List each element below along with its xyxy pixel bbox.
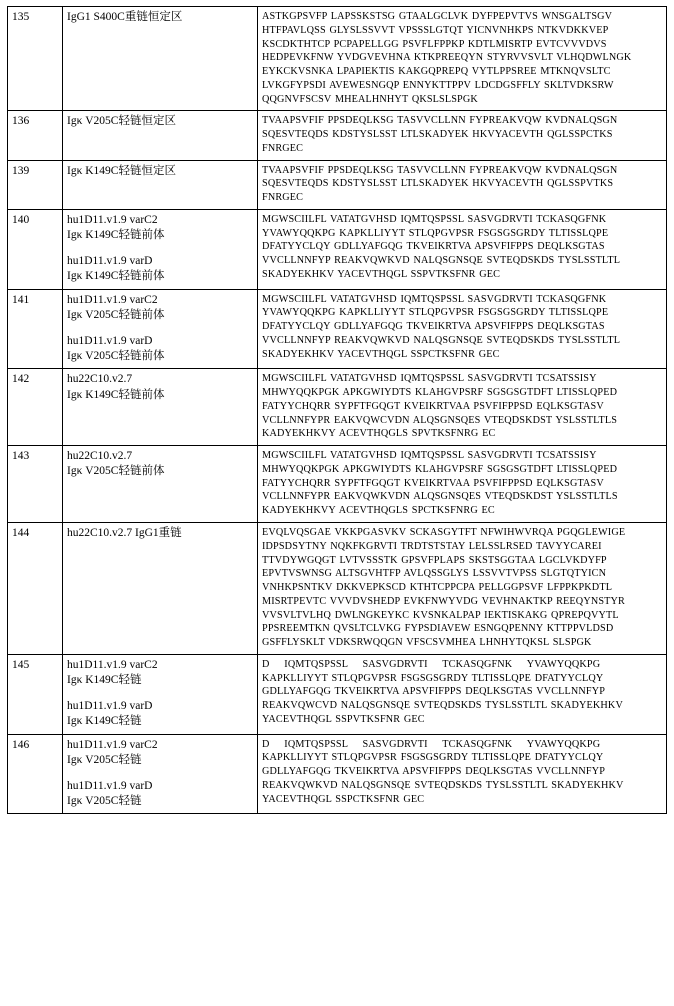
name-line: hu1D11.v1.9 varD bbox=[67, 700, 153, 713]
name-line: hu22C10.v2.7 bbox=[67, 373, 133, 386]
row-number-cell bbox=[8, 446, 63, 523]
sequence-line: KSCDKTHTCP PCPAPELLGG PSVFLFPPKP KDTLMISRTP EVTCVVVDVS bbox=[262, 38, 607, 50]
name-line: hu1D11.v1.9 varC2 bbox=[67, 658, 158, 671]
name-line: Igκ K149C轻链 bbox=[67, 674, 142, 687]
sequence-line: YACEVTHQGL SSPVTKSFNR GEC bbox=[262, 713, 425, 725]
name-block bbox=[67, 449, 253, 479]
sequence-line: VVCLLNNFYP REAKVQWKVD NALQSGNSQE SVTEQDSKDS TYSLSSTLTL bbox=[262, 334, 621, 346]
row-number-cell bbox=[8, 160, 63, 209]
sequence-line: MGWSCIILFL VATATGVHSD IQMTQSPSSL SASVGDRVTI TCSATSSISY bbox=[262, 450, 597, 462]
table-row bbox=[8, 289, 667, 369]
row-number-cell bbox=[8, 369, 63, 446]
row-name-cell bbox=[63, 7, 258, 111]
row-number-cell bbox=[8, 522, 63, 654]
row-name-cell bbox=[63, 446, 258, 523]
name-block bbox=[67, 658, 253, 688]
row-name-cell bbox=[63, 160, 258, 209]
sequence-line: FNRGEC bbox=[262, 142, 304, 154]
name-line: Igκ V205C轻链前体 bbox=[67, 465, 165, 478]
sequence-line: MHWYQQKPGK APKGWIYDTS KLAHGVPSRF SGSGSGTDFT LTISSLQPED bbox=[262, 387, 618, 399]
row-number-cell bbox=[8, 654, 63, 734]
row-number-cell bbox=[8, 111, 63, 160]
sequence-line: MGWSCIILFL VATATGVHSD IQMTQSPSSL SASVGDRVTI TCSATSSISY bbox=[262, 373, 597, 385]
name-line: Igκ K149C轻链 bbox=[67, 715, 142, 728]
row-number-cell bbox=[8, 7, 63, 111]
row-name-cell bbox=[63, 111, 258, 160]
sequence-line: EYKCKVSNKA LPAPIEKTIS KAKGQPREPQ VYTLPPSREE MTKNQVSLTC bbox=[262, 66, 611, 78]
name-line: Igκ V205C轻链前体 bbox=[67, 308, 165, 321]
sequence-line: MISRTPEVTC VVVDVSHEDP EVKFNWYVDG VEVHNAKTKP REEQYNSTYR bbox=[262, 595, 625, 607]
name-line: hu1D11.v1.9 varC2 bbox=[67, 213, 158, 226]
sequence-line: TTVDYWGQGT LVTVSSSTK GPSVFPLAPS SKSTSGGTAA LGCLVKDYFP bbox=[262, 554, 607, 566]
name-line: hu1D11.v1.9 varD bbox=[67, 334, 153, 347]
sequence-table bbox=[7, 6, 667, 814]
sequence-line: FATYYCHQRR SYPFTFGQGT KVEIKRTVAA PSVFIFPPSD EQLKSGTASV bbox=[262, 477, 604, 489]
row-sequence-cell bbox=[258, 369, 667, 446]
table-row bbox=[8, 209, 667, 289]
document-page bbox=[0, 6, 674, 1006]
sequence-line: TVAAPSVFIF PPSDEQLKSG TASVVCLLNN FYPREAKVQW KVDNALQSGN bbox=[262, 115, 618, 127]
sequence-line: YVAWYQQKPG KAPKLLIYYT STLQPGVPSR FSGSGSGRDY TLTISSLQPE bbox=[262, 307, 609, 319]
name-line: Igκ K149C轻链前体 bbox=[67, 388, 165, 401]
table-row bbox=[8, 160, 667, 209]
row-number: 139 bbox=[12, 164, 30, 177]
row-number: 136 bbox=[12, 115, 30, 128]
sequence-line: GDLLYAFGQG TKVEIKRTVA APSVFIFPPS DEQLKSGTAS VVCLLNNFYP bbox=[262, 766, 606, 778]
table-row bbox=[8, 7, 667, 111]
sequence-line: VNHKPSNTKV DKKVEPKSCD KTHTCPPCPA PELLGGPSVF LFPPKPKDTL bbox=[262, 582, 613, 594]
row-number: 146 bbox=[12, 738, 30, 751]
row-name-cell bbox=[63, 209, 258, 289]
sequence-line: MGWSCIILFL VATATGVHSD IQMTQSPSSL SASVGDRVTI TCKASQGFNK bbox=[262, 293, 607, 305]
sequence-line: REAKVQWCVD NALQSGNSQE SVTEQDSKDS TYSLSSTLTL SKADYEKHKV bbox=[262, 700, 623, 712]
sequence-line: EPVTVSWNSG ALTSGVHTFP AVLQSSGLYS LSSVVTVPSS SLGTQTYICN bbox=[262, 568, 607, 580]
sequence-line: REAKVQWKVD NALQSGNSQE SVTEQDSKDS TYSLSSTLTL SKADYEKHKV bbox=[262, 779, 624, 791]
sequence-line: KADYEKHKVY ACEVTHQGLS SPVTKSFNRG EC bbox=[262, 428, 496, 440]
sequence-line: YACEVTHQGL SSPCTKSFNR GEC bbox=[262, 793, 425, 805]
name-line: Igκ V205C轻链 bbox=[67, 753, 142, 766]
name-line: Igκ V205C轻链 bbox=[67, 795, 142, 808]
row-sequence-cell bbox=[258, 654, 667, 734]
name-line: IgG1 S400C重链恒定区 bbox=[67, 11, 183, 23]
sequence-line: QQGNVFSCSV MHEALHNHYT QKSLSLSPGK bbox=[262, 93, 478, 105]
name-block bbox=[67, 334, 253, 364]
name-line: hu1D11.v1.9 varC2 bbox=[67, 293, 158, 306]
name-line: hu1D11.v1.9 varD bbox=[67, 255, 153, 268]
row-number-cell bbox=[8, 734, 63, 814]
table-row bbox=[8, 111, 667, 160]
name-line: hu1D11.v1.9 varC2 bbox=[67, 738, 158, 751]
name-block bbox=[67, 10, 253, 25]
name-block bbox=[67, 293, 253, 323]
row-number: 135 bbox=[12, 11, 30, 23]
row-number-cell bbox=[8, 209, 63, 289]
sequence-line: YVAWYQQKPG KAPKLLIYYT STLQPGVPSR FSGSGSGRDY TLTISSLQPE bbox=[262, 227, 609, 239]
name-line: hu1D11.v1.9 varD bbox=[67, 779, 153, 792]
row-name-cell bbox=[63, 522, 258, 654]
name-line: Igκ K149C轻链恒定区 bbox=[67, 164, 176, 177]
name-block bbox=[67, 114, 253, 129]
row-name-cell bbox=[63, 654, 258, 734]
sequence-line: HEDPEVKFNW YVDGVEVHNA KTKPREEQYN STYRVVSVLT VLHQDWLNGK bbox=[262, 52, 632, 64]
sequence-line: DFATYYCLQY GDLLYAFGQG TKVEIKRTVA APSVFIFPPS DEQLKSGTAS bbox=[262, 321, 605, 333]
sequence-line: KAPKLLIYYT STLQPGVPSR FSGSGSGRDY TLTISSLQPE DFATYYCLQY bbox=[262, 672, 604, 684]
row-sequence-cell bbox=[258, 7, 667, 111]
row-number: 142 bbox=[12, 373, 30, 386]
row-sequence-cell bbox=[258, 209, 667, 289]
sequence-line: LVKGFYPSDI AVEWESNGQP ENNYKTTPPV LDCDGSFFLY SKLTVDKSRW bbox=[262, 79, 614, 91]
sequence-line: SQESVTEQDS KDSTYSLSST LTLSKADYEK HKVYACEVTH QGLSSPCTKS bbox=[262, 129, 613, 141]
sequence-line: KAPKLLIYYT STLQPGVPSR FSGSGSGRDY TLTISSLQPE DFATYYCLQY bbox=[262, 752, 604, 764]
name-block bbox=[67, 372, 253, 402]
sequence-line: SQESVTEQDS KDSTYSLSST LTLSKADYEK HKVYACEVTH QGLSSPVTKS bbox=[262, 178, 614, 190]
table-row bbox=[8, 369, 667, 446]
name-block bbox=[67, 164, 253, 179]
sequence-line: GSFFLYSKLT VDKSRWQQGN VFSCSVMHEA LHNHYTQKSL SLSPGK bbox=[262, 637, 592, 649]
name-block bbox=[67, 213, 253, 243]
sequence-line: SKADYEKHKV YACEVTHQGL SSPVTKSFNR GEC bbox=[262, 269, 501, 281]
sequence-line: HTFPAVLQSS GLYSLSSVVT VPSSSLGTQT YICNVNHKPS NTKVDKKVEP bbox=[262, 24, 609, 36]
name-line: hu22C10.v2.7 bbox=[67, 450, 133, 463]
row-sequence-cell bbox=[258, 522, 667, 654]
name-block bbox=[67, 779, 253, 809]
sequence-line: KADYEKHKVY ACEVTHQGLS SPCTKSFNRG EC bbox=[262, 505, 495, 517]
sequence-line: D IQMTQSPSSL SASVGDRVTI TCKASQGFNK YVAWYQQKPG bbox=[262, 738, 601, 750]
table-row bbox=[8, 522, 667, 654]
row-number: 144 bbox=[12, 526, 30, 539]
row-number: 140 bbox=[12, 213, 30, 226]
row-sequence-cell bbox=[258, 160, 667, 209]
row-sequence-cell bbox=[258, 289, 667, 369]
row-name-cell bbox=[63, 289, 258, 369]
row-number: 143 bbox=[12, 450, 30, 463]
sequence-line: MGWSCIILFL VATATGVHSD IQMTQSPSSL SASVGDRVTI TCKASQGFNK bbox=[262, 213, 607, 225]
row-number-cell bbox=[8, 289, 63, 369]
name-block bbox=[67, 738, 253, 768]
name-line: hu22C10.v2.7 IgG1重链 bbox=[67, 526, 182, 539]
sequence-line: GDLLYAFGQG TKVEIKRTVA APSVFIFPPS DEQLKSGTAS VVCLLNNFYP bbox=[262, 686, 606, 698]
table-row bbox=[8, 654, 667, 734]
row-sequence-cell bbox=[258, 734, 667, 814]
sequence-line: IDPSDSYTNY NQKFKGRVTI TRDTSTSTAY LELSSLRSED TAVYYCAREI bbox=[262, 540, 602, 552]
sequence-line: VCLLNNFYPR EAKVQWKVDN ALQSGNSQES VTEQDSKDST YSLSSTLTLS bbox=[262, 491, 618, 503]
name-block bbox=[67, 699, 253, 729]
sequence-line: VVCLLNNFYP REAKVQWKVD NALQSGNSQE SVTEQDSKDS TYSLSSTLTL bbox=[262, 255, 621, 267]
sequence-line: DFATYYCLQY GDLLYAFGQG TKVEIKRTVA APSVFIFPPS DEQLKSGTAS bbox=[262, 241, 605, 253]
sequence-line: PPSREEMTKN QVSLTCLVKG FYPSDIAVEW ESNGQPENNY KTTPPVLDSD bbox=[262, 623, 614, 635]
sequence-line: VVSVLTVLHQ DWLNGKEYKC KVSNKALPAP IEKTISKAKG QPREPQVYTL bbox=[262, 609, 619, 621]
row-number: 141 bbox=[12, 293, 30, 306]
name-line: Igκ V205C轻链恒定区 bbox=[67, 115, 176, 128]
sequence-line: SKADYEKHKV YACEVTHQGL SSPCTKSFNR GEC bbox=[262, 348, 500, 360]
sequence-line: FNRGEC bbox=[262, 192, 304, 204]
sequence-line: EVQLVQSGAE VKKPGASVKV SCKASGYTFT NFWIHWVRQA PGQGLEWIGE bbox=[262, 526, 626, 538]
row-number: 145 bbox=[12, 658, 30, 671]
table-row bbox=[8, 734, 667, 814]
sequence-line: D IQMTQSPSSL SASVGDRVTI TCKASQGFNK YVAWYQQKPG bbox=[262, 658, 601, 670]
sequence-line: VCLLNNFYPR EAKVQWCVDN ALQSGNSQES VTEQDSKDST YSLSSTLTLS bbox=[262, 414, 618, 426]
table-row bbox=[8, 446, 667, 523]
sequence-line: MHWYQQKPGK APKGWIYDTS KLAHGVPSRF SGSGSGTDFT LTISSLQPED bbox=[262, 463, 618, 475]
name-line: Igκ K149C轻链前体 bbox=[67, 229, 165, 242]
row-name-cell bbox=[63, 369, 258, 446]
name-block bbox=[67, 526, 253, 541]
name-block bbox=[67, 254, 253, 284]
sequence-line: FATYYCHQRR SYPFTFGQGT KVEIKRTVAA PSVFIFPPSD EQLKSGTASV bbox=[262, 400, 604, 412]
row-name-cell bbox=[63, 734, 258, 814]
row-sequence-cell bbox=[258, 446, 667, 523]
sequence-table-body bbox=[8, 7, 667, 814]
row-sequence-cell bbox=[258, 111, 667, 160]
name-line: Igκ K149C轻链前体 bbox=[67, 270, 165, 283]
sequence-line: ASTKGPSVFP LAPSSKSTSG GTAALGCLVK DYFPEPVTVS WNSGALTSGV bbox=[262, 11, 613, 22]
sequence-line: TVAAPSVFIF PPSDEQLKSG TASVVCLLNN FYPREAKVQW KVDNALQSGN bbox=[262, 164, 618, 176]
name-line: Igκ V205C轻链前体 bbox=[67, 350, 165, 363]
